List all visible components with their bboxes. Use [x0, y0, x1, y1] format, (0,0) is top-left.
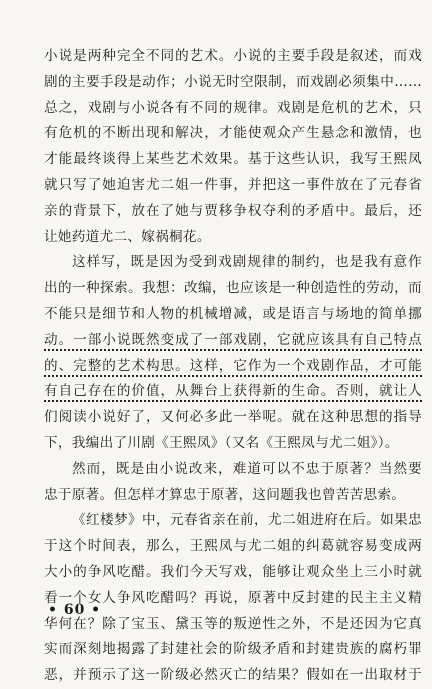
line-text: 《红楼梦》中，元春省亲在前，尤二姐进府在后。如果忠: [72, 512, 422, 529]
line-text: 剧的主要手段是动作；小说无时空限制，而戏剧必须集中……: [44, 73, 422, 90]
text-line: [44, 354, 422, 380]
line-text: 不能只是细节和人物的机械增减，或是语言与场地的简单挪: [44, 305, 422, 322]
line-text: 看一个女人争风吃醋吗？再说，原著中反封建的民主主义精: [44, 589, 422, 606]
text-line: [44, 431, 422, 457]
line-text: 让她药道尤二、嫁祸桐花。: [44, 228, 211, 245]
text-line: [44, 147, 422, 173]
line-text: 亲的背景下，放在了她与贾移争权夺利的矛盾中。最后，还: [44, 202, 422, 219]
line-text: 总之，戏剧与小说各有不同的规律。戏剧是危机的艺术，只: [44, 99, 422, 116]
text-line: [44, 96, 422, 122]
text-line: [44, 121, 422, 147]
text-line: [44, 663, 422, 689]
text-line: [44, 44, 422, 70]
line-text: 下，我编出了川剧《王熙凤》（又名《王熙凤与尤二姐》）。: [44, 434, 399, 451]
line-text: 才能最终谈得上某些艺术效果。基于这些认识，我写王熙凤: [44, 151, 422, 168]
text-line: [44, 328, 422, 354]
text-line: [44, 483, 422, 509]
line-text: 于这个时间表，那么，王熙凤与尤二姐的纠葛就容易变成两: [44, 538, 422, 555]
line-text: 大小的争风吃醋。我们今天写戏，能够让观众坐上三小时就: [44, 563, 422, 580]
line-text: 华何在？除了宝玉、黛玉等的叛逆性之外，不是还因为它真: [44, 615, 422, 632]
text-line: [44, 225, 422, 251]
page-number: • 60 •: [48, 602, 102, 618]
text-line: [44, 534, 422, 560]
text-line: [44, 199, 422, 225]
text-line: [44, 173, 422, 199]
body-text: [44, 44, 422, 689]
emphasized-text: 有自己存在的价值，从舞台上获得新的生命。否则，就让人: [44, 383, 422, 402]
text-line: [44, 70, 422, 96]
line-text: 这样写，既是因为受到戏剧规律的制约，也是我有意作: [72, 254, 422, 271]
line-text: 就只写了她迫害尤二姐一件事，并把这一事件放在了元春省: [44, 176, 422, 193]
emphasized-text: 动。一部小说既然变成了一部戏剧，它就应该具有自己特点: [44, 332, 422, 351]
line-text: 实而深刻地揭露了封建社会的阶级矛盾和封建贵族的腐朽罪: [44, 641, 422, 658]
text-line: [44, 379, 422, 405]
line-text: 然而，既是由小说改来，难道可以不忠于原著？当然要: [72, 460, 422, 477]
text-line: [44, 302, 422, 328]
text-line: [44, 508, 422, 534]
line-text: 忠于原著。但怎样才算忠于原著，这问题我也曾苦苦思索。: [44, 486, 406, 503]
text-line: [44, 637, 422, 663]
text-line: [44, 405, 422, 431]
text-line: [44, 457, 422, 483]
line-text: 小说是两种完全不同的艺术。小说的主要手段是叙述，而戏: [44, 48, 422, 64]
line-text: 恶，并预示了这一阶级必然灭亡的结果？假如在一出取材于: [44, 667, 422, 684]
text-line: [44, 250, 422, 276]
emphasized-text: 的、完整的艺术构思。这样，它作为一个戏剧作品，才可能: [44, 358, 422, 377]
line-text: 出的一种探索。我想：改编，也应该是一种创造性的劳动，而: [44, 280, 422, 297]
text-line: [44, 276, 422, 302]
text-line: [44, 560, 422, 586]
line-text: 们阅读小说好了，又何必多此一举呢。就在这种思想的指导: [44, 409, 422, 426]
line-text: 有危机的不断出现和解决，才能使观众产生悬念和激情，也: [44, 125, 422, 142]
